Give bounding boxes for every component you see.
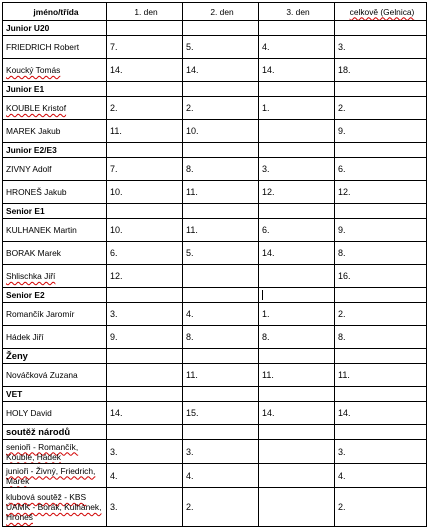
day2-place: 2.	[183, 488, 259, 527]
header-day3: 3. den	[259, 3, 335, 21]
header-total	[335, 3, 427, 21]
day1-place: 14.	[107, 402, 183, 425]
category-row	[3, 387, 427, 402]
rider-name: BORAK Marek	[3, 242, 107, 265]
day3-place: 8.	[259, 326, 335, 349]
day2-place: 14.	[183, 59, 259, 82]
category-label: Junior E2/E3	[3, 143, 107, 158]
day3-place: 1.	[259, 97, 335, 120]
day2-place: 15.	[183, 402, 259, 425]
category-row	[3, 143, 427, 158]
day1-place: 10.	[107, 219, 183, 242]
header-day1: 1. den	[107, 3, 183, 21]
total-place: 12.	[335, 181, 427, 204]
table-row	[3, 488, 427, 527]
day2-place	[183, 265, 259, 288]
text-cursor-cell[interactable]	[259, 288, 335, 303]
day1-place: 12.	[107, 265, 183, 288]
rider-name: Hádek Jiří	[3, 326, 107, 349]
day3-place	[259, 440, 335, 464]
total-place: 11.	[335, 364, 427, 387]
rider-name	[3, 97, 107, 120]
day1-place: 4.	[107, 464, 183, 488]
day3-place: 3.	[259, 158, 335, 181]
total-place: 8.	[335, 242, 427, 265]
table-row	[3, 364, 427, 387]
day2-place: 4.	[183, 303, 259, 326]
day3-place: 4.	[259, 36, 335, 59]
day1-place: 3.	[107, 303, 183, 326]
total-place: 9.	[335, 120, 427, 143]
day1-place: 7.	[107, 36, 183, 59]
day3-place: 14.	[259, 402, 335, 425]
total-place: 4.	[335, 464, 427, 488]
day3-place	[259, 265, 335, 288]
day2-place: 4.	[183, 464, 259, 488]
table-row	[3, 158, 427, 181]
day2-place: 11.	[183, 219, 259, 242]
rider-name-text: KOUBLE Kristof	[6, 103, 67, 113]
day2-place: 3.	[183, 440, 259, 464]
rider-name: FRIEDRICH Robert	[3, 36, 107, 59]
category-row	[3, 349, 427, 364]
total-place: 3.	[335, 36, 427, 59]
rider-name: HRONEŠ Jakub	[3, 181, 107, 204]
table-row	[3, 59, 427, 82]
category-row	[3, 21, 427, 36]
day1-place: 14.	[107, 59, 183, 82]
table-row	[3, 464, 427, 488]
day1-place	[107, 364, 183, 387]
header-row	[3, 3, 427, 21]
total-place: 8.	[335, 326, 427, 349]
category-label: Senior E1	[3, 204, 107, 219]
day2-place: 5.	[183, 36, 259, 59]
rider-name: HOLY David	[3, 402, 107, 425]
team-name	[3, 464, 107, 488]
rider-name-text: Koucký Tomás	[6, 65, 61, 75]
table-row	[3, 97, 427, 120]
header-day2: 2. den	[183, 3, 259, 21]
day1-place: 3.	[107, 440, 183, 464]
day3-place: 12.	[259, 181, 335, 204]
table-row	[3, 440, 427, 464]
day1-place: 3.	[107, 488, 183, 527]
total-place: 3.	[335, 440, 427, 464]
day3-place	[259, 464, 335, 488]
table-row	[3, 120, 427, 143]
day1-place: 2.	[107, 97, 183, 120]
day2-place: 8.	[183, 326, 259, 349]
rider-name: ZIVNY Adolf	[3, 158, 107, 181]
category-label: Junior E1	[3, 82, 107, 97]
table-row	[3, 265, 427, 288]
day1-place: 10.	[107, 181, 183, 204]
header-total-text: celkově (Gelnica)	[349, 6, 415, 17]
team-name-text: klubová soutěž - KBS ÚAMK - Borák, Kulhánek, Hroneš	[6, 492, 102, 522]
rider-name: MAREK Jakub	[3, 120, 107, 143]
total-place: 2.	[335, 488, 427, 527]
day3-place: 11.	[259, 364, 335, 387]
day2-place: 5.	[183, 242, 259, 265]
category-label: Junior U20	[3, 21, 107, 36]
day3-place: 1.	[259, 303, 335, 326]
team-name	[3, 440, 107, 464]
category-row	[3, 204, 427, 219]
category-label: Senior E2	[3, 288, 107, 303]
day1-place: 6.	[107, 242, 183, 265]
rider-name: Nováčková Zuzana	[3, 364, 107, 387]
total-place: 2.	[335, 303, 427, 326]
day2-place: 8.	[183, 158, 259, 181]
day2-place: 11.	[183, 364, 259, 387]
day3-place	[259, 120, 335, 143]
results-table	[2, 2, 427, 527]
total-place: 16.	[335, 265, 427, 288]
rider-name: Romančík Jaromír	[3, 303, 107, 326]
team-name	[3, 488, 107, 527]
total-place: 6.	[335, 158, 427, 181]
day3-place	[259, 488, 335, 527]
day1-place: 7.	[107, 158, 183, 181]
table-row	[3, 402, 427, 425]
rider-name-text: Shlischka Jiří	[6, 271, 56, 281]
total-place: 2.	[335, 97, 427, 120]
category-row	[3, 288, 427, 303]
day2-place: 10.	[183, 120, 259, 143]
total-place: 18.	[335, 59, 427, 82]
total-place: 14.	[335, 402, 427, 425]
day1-place: 9.	[107, 326, 183, 349]
rider-name	[3, 59, 107, 82]
table-row	[3, 181, 427, 204]
day3-place: 6.	[259, 219, 335, 242]
table-row	[3, 303, 427, 326]
team-name-text: junioři - Živný, Friedrich, Marek	[6, 465, 96, 486]
category-label: soutěž národů	[3, 425, 107, 440]
table-row	[3, 219, 427, 242]
category-row	[3, 425, 427, 440]
day1-place: 11.	[107, 120, 183, 143]
day2-place: 2.	[183, 97, 259, 120]
table-row	[3, 326, 427, 349]
header-name: jméno/třída	[3, 3, 107, 21]
day3-place: 14.	[259, 242, 335, 265]
team-name-text: senioři - Romančík, Kouble, Hádek	[6, 441, 79, 462]
day3-place: 14.	[259, 59, 335, 82]
table-row	[3, 242, 427, 265]
table-row	[3, 36, 427, 59]
total-place: 9.	[335, 219, 427, 242]
category-row	[3, 82, 427, 97]
rider-name: KULHANEK Martin	[3, 219, 107, 242]
category-label: Ženy	[3, 349, 107, 364]
category-label: VET	[3, 387, 107, 402]
rider-name	[3, 265, 107, 288]
text-cursor-icon	[262, 290, 263, 300]
day2-place: 11.	[183, 181, 259, 204]
